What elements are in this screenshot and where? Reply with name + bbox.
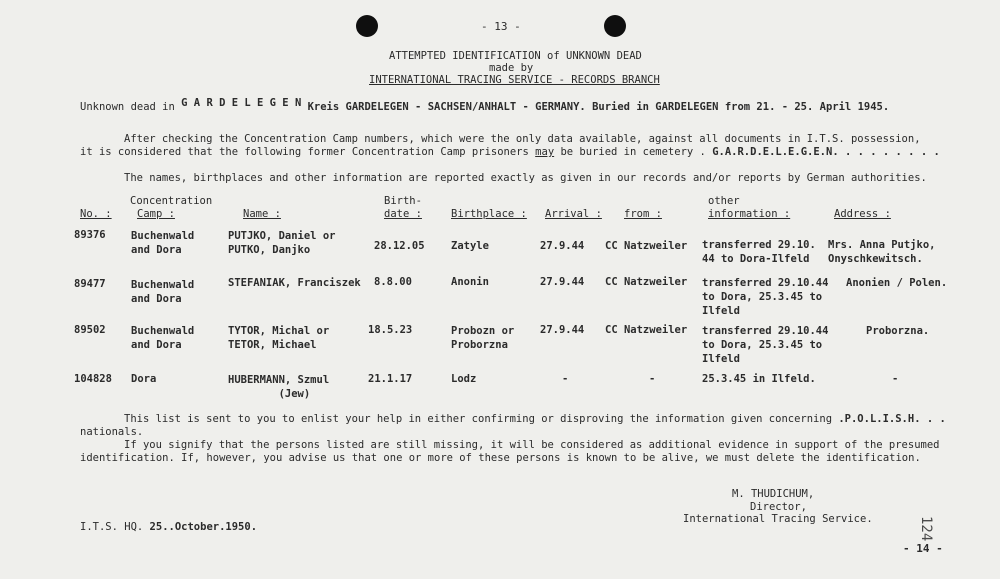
signature-title: Director, (750, 501, 807, 513)
unknown-dead-place: G A R D E L E G E N (181, 97, 302, 109)
intro-may: may (535, 146, 555, 158)
table-row-2-other: transferred 29.10.44 to Dora, 25.3.45 to Ilfeld (702, 277, 829, 317)
table-row-3-no: 89502 (74, 324, 106, 336)
table-row-1-camp: Buchenwald and Dora (131, 230, 195, 256)
unknown-dead-prefix: Unknown dead in (80, 101, 175, 113)
closing-line-4: identification. If, however, you advise us that one or more of these persons is known to be alive, we must delete the identification. (80, 452, 921, 464)
col-header-name: Name : (243, 208, 281, 220)
table-row-4-camp: Dora (131, 373, 157, 385)
table-row-1-no: 89376 (74, 229, 106, 241)
table-row-3-arrival: 27.9.44 (540, 324, 585, 336)
header-camp-top: Concentration (130, 195, 213, 207)
table-row-2-camp: Buchenwald and Dora (131, 279, 195, 305)
table-row-2-name: STEFANIAK, Franciszek (228, 277, 361, 289)
footer-hq-label: I.T.S. HQ. (80, 521, 144, 533)
closing-line-2: nationals. (80, 426, 144, 438)
intro-line-2 (80, 146, 940, 158)
closing-nationality: .P.O.L.I.S.H. . . (838, 413, 946, 425)
col-header-address: Address : (834, 208, 891, 220)
intro-line-1: After checking the Concentration Camp numbers, which were the only data available, against all documents in I.T.S. possession, (124, 133, 921, 145)
table-row-1-other: transferred 29.10. 44 to Dora-Ilfeld (702, 239, 816, 265)
closing-line-1 (124, 413, 946, 425)
footer-hq (80, 521, 257, 533)
table-row-3-from: CC Natzweiler (605, 324, 688, 336)
table-row-2-birthplace: Anonin (451, 276, 489, 288)
note-line: The names, birthplaces and other information are reported exactly as given in our records and/or reports by German authorities. (124, 172, 927, 184)
header-birth-top: Birth- (384, 195, 422, 207)
col-header-no: No. : (80, 208, 112, 220)
table-row-2-address: Anonien / Polen. (846, 277, 948, 289)
table-row-1-from: CC Natzweiler (605, 240, 688, 252)
signature-name: M. THUDICHUM, (732, 488, 815, 500)
table-row-4-arrival: - (562, 373, 569, 385)
table-row-1-address: Mrs. Anna Putjko, Onyschkewitsch. (828, 239, 936, 265)
header-other-top: other (708, 195, 740, 207)
intro-place: G.A.R.D.E.L.E.G.E.N (712, 146, 833, 158)
table-row-2-from: CC Natzweiler (605, 276, 688, 288)
table-row-4-birthplace: Lodz (451, 373, 477, 385)
col-header-arrival: Arrival : (545, 208, 602, 220)
table-row-4-no: 104828 (74, 373, 112, 385)
table-row-1-arrival: 27.9.44 (540, 240, 585, 252)
table-row-1-birthplace: Zatyle (451, 240, 489, 252)
col-header-other: information : (708, 208, 791, 220)
col-header-camp: Camp : (137, 208, 175, 220)
document-title: ATTEMPTED IDENTIFICATION of UNKNOWN DEAD (389, 50, 642, 62)
table-row-4-name: HUBERMANN, Szmul (Jew) (228, 374, 330, 400)
table-row-1-birthdate: 28.12.05 (374, 240, 425, 252)
header-made-by: made by (489, 62, 534, 74)
margin-note: 124 (918, 516, 934, 542)
table-row-4-from: - (649, 373, 656, 385)
table-row-4-other: 25.3.45 in Ilfeld. (702, 373, 816, 385)
table-row-3-other: transferred 29.10.44 to Dora, 25.3.45 to Ilfeld (702, 325, 829, 365)
unknown-dead-rest: Kreis GARDELEGEN - SACHSEN/ANHALT - GERMANY. Buried in GARDELEGEN from 21. - 25. April 1945. (307, 101, 890, 113)
table-row-3-name: TYTOR, Michal or TETOR, Michael (228, 325, 330, 351)
page-number-top: - 13 - (481, 20, 521, 33)
table-row-1-name: PUTJKO, Daniel or PUTKO, Danjko (228, 230, 336, 256)
intro-line-2-a: it is considered that the following former Concentration Camp prisoners (80, 146, 529, 158)
table-row-3-birthdate: 18.5.23 (368, 324, 413, 336)
intro-line-2-b: be buried in cemetery . (560, 146, 706, 158)
col-header-birthplace: Birthplace : (451, 208, 527, 220)
unknown-dead-line (80, 97, 890, 113)
intro-dots: . . . . . . . . . (832, 146, 940, 158)
table-row-2-birthdate: 8.8.00 (374, 276, 412, 288)
table-row-4-address: - (892, 373, 899, 385)
punch-hole-left (356, 15, 378, 37)
table-row-3-camp: Buchenwald and Dora (131, 325, 195, 351)
closing-line-1-text: This list is sent to you to enlist your help in either confirming or disproving the information given concerning (124, 413, 833, 425)
footer-date: 25..October.1950. (149, 521, 258, 533)
col-header-birthdate: date : (384, 208, 422, 220)
table-row-4-birthdate: 21.1.17 (368, 373, 413, 385)
punch-hole-right (604, 15, 626, 37)
table-row-3-birthplace: Probozn or Proborzna (451, 325, 515, 351)
table-row-2-no: 89477 (74, 278, 106, 290)
header-organization: INTERNATIONAL TRACING SERVICE - RECORDS BRANCH (369, 74, 660, 86)
col-header-from: from : (624, 208, 662, 220)
page-number-bottom: - 14 - (903, 542, 943, 555)
table-row-3-address: Proborzna. (866, 325, 930, 337)
table-row-2-arrival: 27.9.44 (540, 276, 585, 288)
signature-org: International Tracing Service. (683, 513, 873, 525)
closing-line-3: If you signify that the persons listed are still missing, it will be considered as additional evidence in support of the presumed (124, 439, 940, 451)
